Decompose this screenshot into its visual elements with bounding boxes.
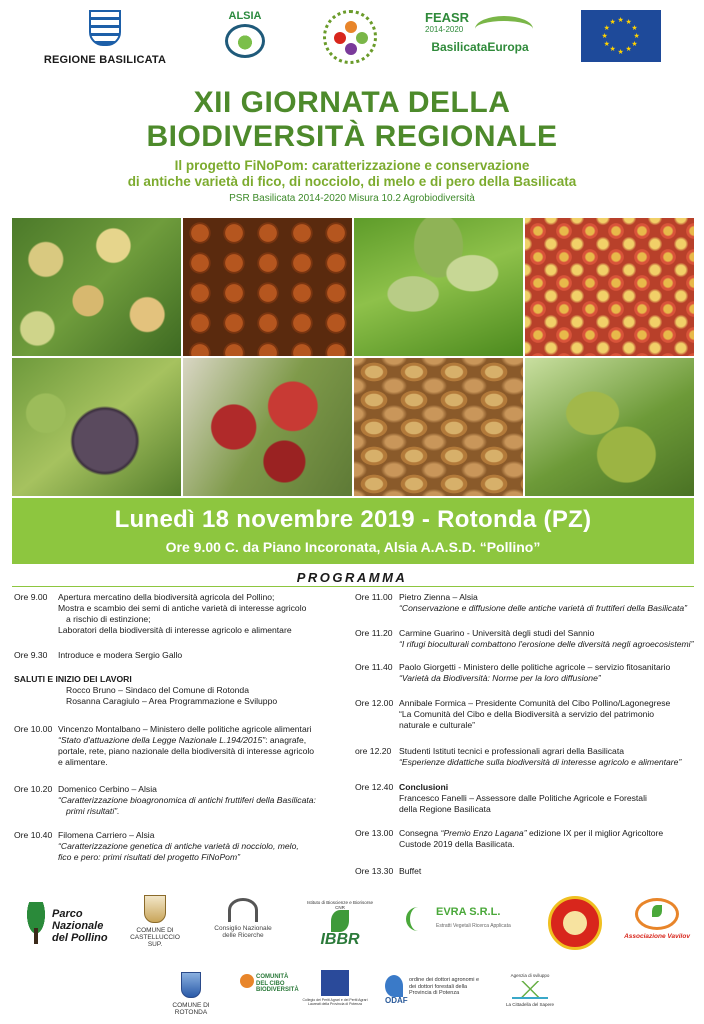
event-line: Domenico Cerbino – Alsia bbox=[58, 784, 157, 794]
photo-purple-fig bbox=[12, 358, 181, 496]
subtitle-line-1: Il progetto FiNoPom: caratterizzazione e conservazione bbox=[174, 158, 530, 173]
event-time: Ore 9.00 bbox=[14, 592, 48, 602]
regione-label: REGIONE BASILICATA bbox=[43, 54, 167, 66]
cittadella-label: La Cittadella del Sapere bbox=[505, 1002, 555, 1007]
event-time: Ore 9.30 bbox=[14, 650, 48, 660]
event-time: Ore 13.00 bbox=[355, 828, 394, 838]
eu-star-icon: ★ bbox=[609, 46, 616, 54]
event-body bbox=[399, 592, 695, 614]
event-body bbox=[58, 830, 350, 863]
event-time: Ore 11.20 bbox=[355, 628, 393, 638]
event-line: “Caratterizzazione genetica di antiche varietà di nocciolo, melo, bbox=[58, 841, 299, 851]
event-line: Consegna “Premio Enzo Lagana” edizione IX per il miglior Agricoltore bbox=[399, 828, 664, 838]
event-place: Ore 9.00 C. da Piano Incoronata, Alsia A.A.S.D. “Pollino” bbox=[165, 539, 541, 555]
photo-dried-figs bbox=[354, 358, 523, 496]
event-time: Ore 13.30 bbox=[355, 866, 394, 876]
event-body bbox=[399, 866, 695, 877]
ibbr-logo bbox=[305, 900, 375, 948]
header-logos bbox=[0, 10, 704, 70]
event-line: “Caratterizzazione bioagronomica di antichi fruttiferi della Basilicata: bbox=[58, 795, 316, 805]
regione-shield-icon bbox=[89, 10, 121, 46]
ibbr-top-label: Istituto di Bioscienze e Biorisorse CNR bbox=[306, 900, 374, 910]
comune-rotonda-logo bbox=[156, 972, 226, 1016]
event-line: SALUTI E INIZIO DEI LAVORI bbox=[14, 674, 132, 684]
eu-star-icon: ★ bbox=[625, 46, 632, 54]
feasr-label: FEASR bbox=[425, 10, 470, 25]
event-line: Apertura mercatino della biodiversità agricola del Pollino; bbox=[58, 592, 275, 602]
cittadella-logo bbox=[495, 972, 565, 1008]
feasr-basilicata-europa-logo bbox=[425, 10, 535, 54]
pollino-tree-icon bbox=[22, 902, 50, 944]
event-body bbox=[399, 628, 695, 650]
castelluccio-logo bbox=[128, 895, 182, 948]
evra-label: EVRA S.R.L. bbox=[436, 906, 501, 918]
event-time: Ore 10.40 bbox=[14, 830, 53, 840]
event-line: della Regione Basilicata bbox=[399, 804, 491, 814]
event-line: portale, rete, piano nazionale della biodiversità di interesse agricolo bbox=[58, 746, 315, 756]
event-subtitle bbox=[0, 158, 704, 190]
event-body bbox=[58, 724, 350, 768]
parco-label: Parco Nazionale del Pollino bbox=[52, 908, 108, 944]
event-time: Ore 10.20 bbox=[14, 784, 53, 794]
ibbr-leaf-icon bbox=[331, 910, 349, 932]
rotonda-crest-icon bbox=[181, 972, 201, 998]
event-line: Laboratori della biodiversità di interesse agricolo e alimentare bbox=[58, 625, 292, 635]
eu-star-icon: ★ bbox=[617, 48, 624, 56]
vavilov-logo bbox=[622, 898, 692, 940]
programma-heading: PROGRAMMA bbox=[296, 570, 408, 585]
photo-red-apples-branch bbox=[183, 358, 352, 496]
cittadella-mountain-icon bbox=[512, 981, 548, 999]
event-body bbox=[399, 698, 695, 731]
eu-flag-icon bbox=[581, 10, 661, 62]
date-banner bbox=[12, 498, 694, 564]
photo-grid bbox=[12, 218, 694, 496]
event-time: Ore 12.40 bbox=[355, 782, 394, 792]
event-body bbox=[399, 746, 695, 768]
eu-star-icon: ★ bbox=[631, 40, 638, 48]
title-line-2: BIODIVERSITÀ REGIONALE bbox=[146, 120, 558, 153]
event-line: Introduce e modera Sergio Gallo bbox=[58, 650, 183, 660]
event-line: “Conservazione e diffusione delle antiche varietà di fruttiferi della Basilicata” bbox=[399, 603, 688, 613]
event-time: Ore 11.00 bbox=[355, 592, 393, 602]
event-line: Carmine Guarino - Università degli studi del Sannio bbox=[399, 628, 595, 638]
eu-star-icon: ★ bbox=[633, 32, 640, 40]
ibbr-label: IBBR bbox=[320, 931, 360, 948]
event-line: Vincenzo Montalbano – Ministero delle politiche agricole alimentari bbox=[58, 724, 312, 734]
eu-star-icon: ★ bbox=[617, 16, 624, 24]
eu-star-icon: ★ bbox=[625, 18, 632, 26]
event-time: Ore 10.00 bbox=[14, 724, 53, 734]
event-line: Filomena Carriero – Alsia bbox=[58, 830, 155, 840]
cnr-logo bbox=[208, 898, 278, 939]
collegio-emblem-icon bbox=[321, 970, 349, 996]
vavilov-hands-icon bbox=[635, 898, 679, 930]
event-line: a rischio di estinzione; bbox=[66, 614, 151, 624]
event-body bbox=[399, 662, 695, 684]
event-body bbox=[14, 674, 350, 707]
odaf-drop-icon bbox=[385, 975, 403, 997]
alsia-emblem-icon bbox=[225, 24, 265, 58]
collegio-periti-logo bbox=[300, 970, 370, 1006]
event-time: ore 12.20 bbox=[355, 746, 392, 756]
event-line: Pietro Zienna – Alsia bbox=[399, 592, 478, 602]
cibo-label: COMUNITÀ DEL CIBO BIODIVERSITÀ bbox=[256, 974, 299, 993]
feasr-years: 2014-2020 bbox=[425, 25, 464, 34]
photo-apples-on-tree bbox=[12, 218, 181, 356]
feasr-swoosh-icon bbox=[475, 16, 533, 42]
event-line: fico e pero: primi risultati del progetto FiNoPom” bbox=[58, 852, 240, 862]
programma-divider bbox=[12, 586, 694, 587]
evra-swirl-icon bbox=[406, 907, 430, 931]
photo-green-figs bbox=[525, 358, 694, 496]
odaf-label: ODAF bbox=[385, 996, 408, 1005]
event-line: Paolo Giorgetti - Ministero delle politiche agricole – servizio fitosanitario bbox=[399, 662, 671, 672]
event-line: Rosanna Caragiulo – Area Programmazione e Sviluppo bbox=[66, 696, 278, 706]
biodiversita-flower-icon bbox=[323, 10, 377, 64]
event-line: Annibale Formica – Presidente Comunità del Cibo Pollino/Lagonegrese bbox=[399, 698, 671, 708]
regione-basilicata-logo bbox=[40, 10, 170, 66]
biodiversita-basilicata-logo bbox=[318, 10, 382, 64]
event-line: “Stato d'attuazione della Legge Nazionale L.194/2015”: anagrafe, bbox=[58, 735, 307, 745]
event-line: naturale e culturale” bbox=[399, 720, 475, 730]
alsia-logo bbox=[220, 10, 270, 58]
event-line: Francesco Fanelli – Assessore dalle Politiche Agricole e Forestali bbox=[399, 793, 647, 803]
photo-red-apples bbox=[525, 218, 694, 356]
odaf-text: ordine dei dottori agronomi e dei dottori forestali della Provincia di Potenza bbox=[409, 977, 480, 996]
event-line: “La Comunità del Cibo e della Biodiversità a servizio del patrimonio bbox=[399, 709, 655, 719]
event-line: “Varietà da Biodiversità: Norme per la loro diffusione” bbox=[399, 673, 601, 683]
event-line: “I rifugi bioculturali combattono l'erosione delle diversità negli agroecosistemi” bbox=[399, 639, 694, 649]
event-body bbox=[58, 650, 350, 661]
vavilov-label: Associazione Vavilov bbox=[624, 933, 690, 940]
eu-star-icon: ★ bbox=[601, 32, 608, 40]
event-date: Lunedì 18 novembre 2019 - Rotonda (PZ) bbox=[114, 506, 592, 533]
event-time: Ore 12.00 bbox=[355, 698, 394, 708]
event-body bbox=[58, 784, 350, 817]
cnr-label: Consiglio Nazionale delle Ricerche bbox=[214, 925, 272, 939]
badge-emblem-icon bbox=[563, 911, 587, 935]
basilicata-europa-label: BasilicataEuropa bbox=[431, 40, 529, 54]
title-line-1: XII GIORNATA DELLA bbox=[193, 86, 511, 119]
cittadella-top-label: Agenzia di sviluppo bbox=[510, 973, 550, 978]
castelluccio-crest-icon bbox=[144, 895, 166, 923]
photo-hazelnuts bbox=[183, 218, 352, 356]
event-line: Buffet bbox=[399, 866, 422, 876]
photo-green-hazelnuts bbox=[354, 218, 523, 356]
subtitle-line-2: di antiche varietà di fico, di nocciolo, di melo e di pero della Basilicata bbox=[127, 174, 577, 189]
event-title bbox=[0, 86, 704, 154]
cibo-mark-icon bbox=[240, 974, 254, 988]
eu-star-icon: ★ bbox=[603, 40, 610, 48]
event-line: e alimentare. bbox=[58, 757, 108, 767]
event-line: Conclusioni bbox=[399, 782, 449, 792]
rotonda-label: COMUNE DI ROTONDA bbox=[172, 1002, 210, 1016]
event-body bbox=[58, 592, 350, 636]
red-badge-logo bbox=[548, 896, 602, 950]
collegio-label: Collegio dei Periti Agrari e dei Periti Agrari Laureati della Provincia di Potenza bbox=[302, 998, 368, 1006]
event-line: “Esperienze didattiche sulla biodiversità di interesse agricolo e alimentare” bbox=[399, 757, 682, 767]
event-time: Ore 11.40 bbox=[355, 662, 393, 672]
eu-star-icon: ★ bbox=[631, 24, 638, 32]
psr-measure-line: PSR Basilicata 2014-2020 Misura 10.2 Agrobiodiversità bbox=[229, 193, 475, 204]
comunita-cibo-logo bbox=[240, 974, 300, 994]
cnr-symbol-icon bbox=[228, 898, 258, 922]
event-line: Custode 2019 della Basilicata. bbox=[399, 839, 515, 849]
event-body bbox=[399, 782, 695, 815]
castelluccio-label: COMUNE DI CASTELLUCCIO SUP. bbox=[130, 927, 180, 948]
alsia-label: ALSIA bbox=[228, 10, 262, 22]
event-line: Rocco Bruno – Sindaco del Comune di Rotonda bbox=[66, 685, 249, 695]
event-line: Studenti Istituti tecnici e professionali agrari della Basilicata bbox=[399, 746, 624, 756]
event-line: Mostra e scambio dei semi di antiche varietà di interesse agricolo bbox=[58, 603, 307, 613]
event-line: primi risultati”. bbox=[66, 806, 120, 816]
eu-star-icon: ★ bbox=[603, 24, 610, 32]
eu-star-icon: ★ bbox=[609, 18, 616, 26]
parco-pollino-logo bbox=[18, 902, 108, 952]
event-body bbox=[399, 828, 695, 850]
evra-sub-label: Estratti Vegetali Ricerca Applicata bbox=[436, 923, 511, 929]
